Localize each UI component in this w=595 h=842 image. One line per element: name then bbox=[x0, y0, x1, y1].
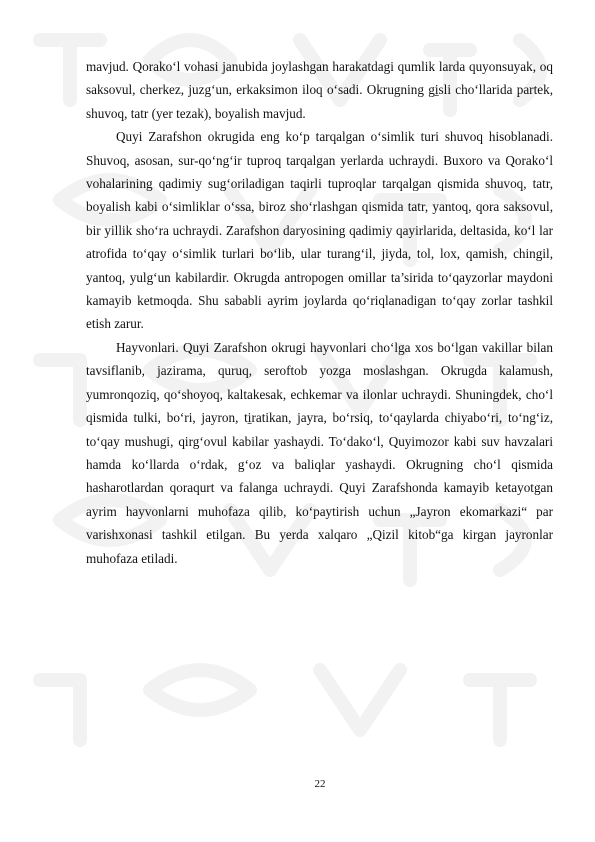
paragraph-3: Hayvonlari. Quyi Zarafshon okrugi hayvonlari cho‘lga xos bo‘lgan vakillar bilan tavsiflanib, jazirama, quruq, seroftob yozga moslashgan. Okrugda kalamush, yumronqoziq, qo‘shoyoq, kaltakesak, echkemar va ilonlar uchraydi. Shuningdek, cho‘l qismida tulki, bo‘ri, jayron, ti̱ratikan, jayra, bo‘rsiq, to‘qaylarda chiyabo‘ri, to‘ng‘iz, to‘qay mushugi, qirg‘ovul kabilar yashaydi. To‘dako‘l, Quyimozor kabi suv havzalari hamda ko‘llarda o‘rdak, g‘oz va baliqlar yashaydi. Okrugning cho‘l qismida hasharotlardan qoraqurt va falanga uchraydi. Quyi Zarafshonda kamayib ketayotgan ayrim hayvonlarni muhofaza qilib, ko‘paytirish uchun „Jayron ekomarkazi“ par varishxonasi tashkil etilgan. Bu yerda xalqaro „Qizil kitob“ga kirgan jayronlar muhofaza etiladi. bbox=[86, 339, 553, 566]
paragraph-1: mavjud. Qorako‘l vohasi janubida joylashgan harakatdagi qumlik larda quyonsuyak, oq saksovul, cherkez, juzg‘un, erkaksimon iloq o‘sadi. Okrugning gi̱sli cho‘llarida partek, shuvoq, tatr (yer tezak), boyalish mavjud. bbox=[86, 59, 553, 121]
body-text bbox=[86, 55, 553, 570]
page-number: 22 bbox=[314, 778, 326, 790]
paragraph-2: Quyi Zarafshon okrugida eng ko‘p tarqalgan o‘simlik turi shuvoq hisoblanadi. Shuvoq, asosan, sur-qo‘ng‘ir tuproq tarqalgan yerlarda uchraydi. Buxoro va Qorako‘l vohalarining qadimiy sug‘oriladigan taqirli tuproqlar tarqalgan qismida shuvoq, tatr, boyalish kabi o‘simliklar o‘ssa, biroz sho‘rlashgan qismida tatr, yantoq, qora saksovul, bir yillik sho‘ra uchraydi. Zarafshon daryosining qadimiy qayirlarida, deltasida, ko‘l lar atrofida to‘qay o‘simlik turlari bo‘lib, ular turang‘il, jiyda, tol, lox, qamish, chingil, yantoq, yulg‘un kabilardir. Okrugda antropogen omillar ta’sirida to‘qayzorlar maydoni kamayib ketmoqda. Shu sababli ayrim joylarda qo‘riqlanadigan to‘qay zorlar tashkil etish zarur. bbox=[86, 129, 553, 332]
